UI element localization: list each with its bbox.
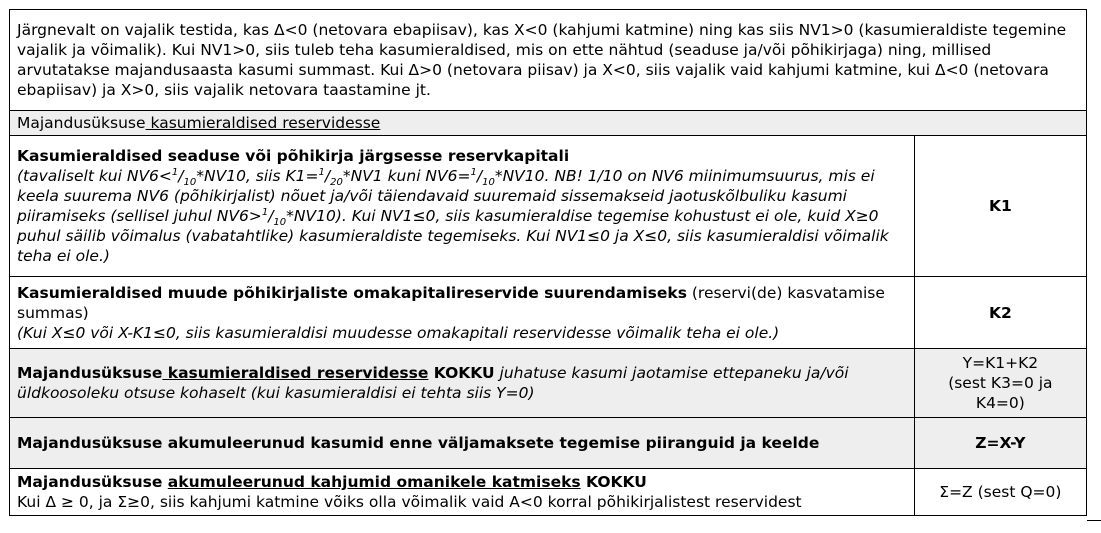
- sigma-heading: [17, 472, 907, 492]
- section-prefix: Majandusüksuse: [17, 114, 146, 132]
- k1-note-a: (tavaliselt kui NV6<: [17, 167, 172, 185]
- y-value-line1: Y=K1+K2: [962, 354, 1039, 372]
- k1-note-b: 1: [171, 166, 179, 178]
- k1-row: [10, 136, 1087, 277]
- sigma-row: [10, 469, 1087, 516]
- sigma-note: Kui Δ ≥ 0, ja Σ≥0, siis kahjumi katmine võiks olla võimalik vaid A<0 korral põhikirjalistest reservidest: [17, 493, 802, 511]
- y-prefix: Majandusüksuse: [17, 364, 163, 382]
- y-value: [914, 349, 1086, 418]
- k1-title: Kasumieraldised seaduse või põhikirja järgsesse reservkapitali: [17, 147, 570, 165]
- k1-note-h: 20: [330, 177, 343, 189]
- sigma-kokku: KOKKU: [580, 473, 647, 491]
- sigma-description: [10, 469, 915, 516]
- sigma-underlined: akumuleerunud kahjumid omanikele katmiseks: [167, 473, 581, 491]
- y-underlined: kasumieraldised reservidesse: [162, 364, 429, 382]
- sigma-prefix: Majandusüksuse: [17, 473, 168, 491]
- k2-description: [10, 277, 915, 349]
- y-value-line2: (sest K3=0 ja K4=0): [948, 374, 1053, 412]
- section-header: [10, 111, 1087, 136]
- k1-note-m: *NV10. NB! 1/10 on NV6 miinimumsuurus, mis ei keela suurema NV6 (põhikirjalist) nõuet ja/või täiendavaid suuremaid sissemakseid jaotuskõlbuliku kasumi piiramiseks (sellisel juhul NV6>: [17, 167, 875, 225]
- y-italic: juhatuse kasumi jaotamise ettepaneku ja/või üldkoosoleku otsuse kohaselt (kui kasumieraldisi ei tehta siis Y=0): [17, 364, 849, 402]
- k2-value: K2: [914, 277, 1086, 349]
- k1-note-q: *NV10). Kui NV1≤0, siis kasumieraldise tegemise kohustust ei ole, kuid X≥0 puhul säilib võimalus (vabatahtlike) kasumieraldiste tegemiseks. Kui NV1≤0 ja X≤0, siis kasumieraldisi võimalik teha ei ole.): [17, 207, 889, 265]
- k1-note-n: 1: [261, 206, 269, 218]
- k1-note-c: /: [178, 167, 184, 185]
- profit-allocation-table: [9, 9, 1087, 516]
- k1-note-j: 1: [470, 166, 477, 178]
- k2-plain: (reservi(de) kasvatamise summas): [17, 283, 885, 322]
- k1-note-l: 10: [482, 177, 495, 189]
- k1-note-i: *NV1 kuni NV6=: [342, 167, 471, 185]
- section-header-row: [10, 111, 1087, 136]
- z-description: Majandusüksuse akumuleerunud kasumid enne väljamaksete tegemise piiranguid ja keelde: [10, 418, 915, 469]
- k2-row: [10, 277, 1087, 349]
- k1-note-p: 10: [273, 217, 287, 229]
- k1-value: K1: [914, 136, 1086, 277]
- table-edge-line: [1087, 520, 1101, 521]
- sigma-value: Σ=Z (sest Q=0): [914, 469, 1086, 516]
- intro-row: [10, 10, 1087, 111]
- k1-description: [10, 136, 915, 277]
- k2-title: Kasumieraldised muude põhikirjaliste omakapitalireservide suurendamiseks: [17, 283, 687, 302]
- z-row: [10, 418, 1087, 469]
- intro-text: Järgnevalt on vajalik testida, kas Δ<0 (netovara ebapiisav), kas X<0 (kahjumi katmine) ning kas siis NV1>0 (kasumieraldiste tegemine vajalik ja võimalik). Kui NV1>0, siis tuleb teha kasumieraldised, mis on ette nähtud (seaduse ja/või põhikirjaga) ning, millised arvutatakse majandusaasta kasumi summast. Kui Δ>0 (netovara piisav) ja X<0, siis vajalik vaid kahjumi katmine, kui Δ<0 (netovara ebapiisav) ja X>0, siis vajalik netovara taastamine jt.: [10, 10, 1087, 111]
- k1-note-e: *NV10, siis K1=: [196, 167, 319, 185]
- y-row: [10, 349, 1087, 418]
- k2-note: (Kui X≤0 või X-K1≤0, siis kasumieraldisi muudesse omakapitali reservidesse võimalik teha ei ole.): [17, 323, 780, 342]
- section-underlined: kasumieraldised reservidesse: [145, 114, 381, 132]
- z-value: Z=X-Y: [914, 418, 1086, 469]
- k2-heading: [17, 283, 907, 323]
- k1-note-k: /: [476, 167, 483, 185]
- y-description: [10, 349, 915, 418]
- k1-note: [17, 166, 907, 266]
- k1-note-f: 1: [318, 166, 325, 178]
- k1-note-d: 10: [183, 177, 197, 189]
- k1-note-o: /: [268, 207, 274, 225]
- y-kokku: KOKKU: [428, 364, 495, 382]
- k1-note-g: /: [324, 167, 331, 185]
